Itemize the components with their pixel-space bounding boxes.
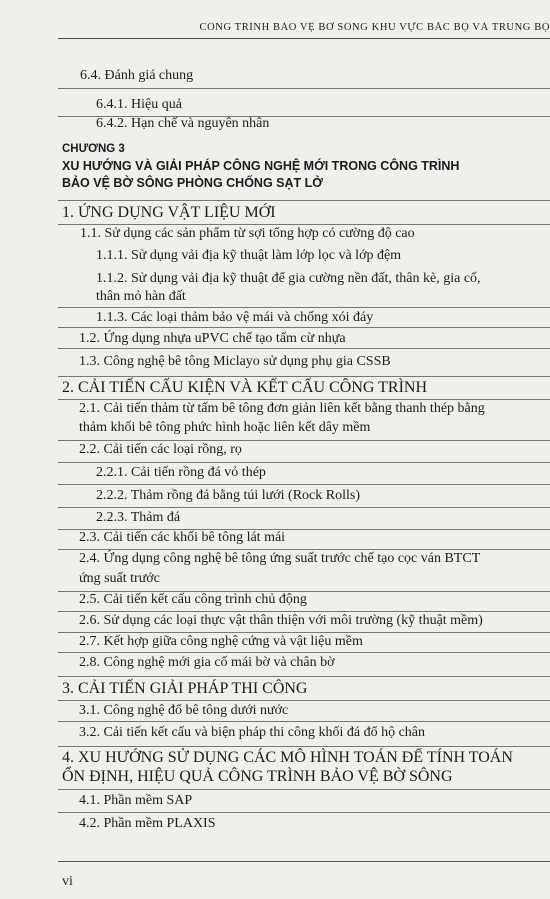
toc-entry: 2.7. Kết hợp giữa công nghệ cứng và vật liệu mềm xyxy=(79,634,363,649)
toc-entry: 3.2. Cải tiến kết cấu và biện pháp thi công khối đá đổ hộ chân xyxy=(79,725,426,740)
toc-entry-continued: ứng suất trước xyxy=(79,571,160,586)
toc-entry: 6.4. Đánh giá chung xyxy=(80,68,194,83)
toc-entry: 1.1.2. Sử dụng vải địa kỹ thuật để gia cường nền đất, thân kè, gia cố, xyxy=(96,271,481,286)
divider xyxy=(58,462,550,463)
divider xyxy=(58,507,550,508)
divider xyxy=(58,676,550,677)
divider xyxy=(58,721,550,722)
toc-entry: 6.4.2. Hạn chế và nguyên nhân xyxy=(96,116,270,131)
divider xyxy=(58,812,550,813)
toc-entry: 1.1.1. Sử dụng vải địa kỹ thuật làm lớp lọc và lớp đệm xyxy=(96,248,402,263)
chapter-title: BẢO VỆ BỜ SÔNG PHÒNG CHỐNG SẠT LỞ xyxy=(62,176,323,190)
toc-entry: 2.2.3. Thảm đá xyxy=(96,510,181,525)
divider xyxy=(58,200,550,201)
divider xyxy=(58,307,550,308)
divider xyxy=(58,484,550,485)
section-heading: 3. CẢI TIẾN GIẢI PHÁP THI CÔNG xyxy=(62,680,308,697)
chapter-title: XU HƯỚNG VÀ GIẢI PHÁP CÔNG NGHỆ MỚI TRONG CÔNG TRÌNH xyxy=(62,159,460,173)
header-rule xyxy=(58,38,550,39)
divider xyxy=(58,376,550,377)
toc-entry: 6.4.1. Hiệu quả xyxy=(96,97,182,112)
toc-entry: 2.4. Ứng dụng công nghệ bê tông ứng suất trước chế tạo cọc ván BTCT xyxy=(79,551,481,566)
toc-entry-continued: thân mỏ hàn đất xyxy=(96,289,186,304)
toc-entry: 2.6. Sử dụng các loại thực vật thân thiện với môi trường (kỹ thuật mềm) xyxy=(79,613,483,628)
section-heading: 4. XU HƯỚNG SỬ DỤNG CÁC MÔ HÌNH TOÁN ĐỂ TÍNH TOÁN xyxy=(62,749,513,766)
toc-entry: 2.3. Cải tiến các khối bê tông lát mái xyxy=(79,530,286,545)
section-heading: 1. ỨNG DỤNG VẬT LIỆU MỚI xyxy=(62,204,276,221)
chapter-number: CHƯƠNG 3 xyxy=(62,143,125,155)
toc-entry: 2.8. Công nghệ mới gia cố mái bờ và chân bờ xyxy=(79,655,335,670)
divider xyxy=(58,348,550,349)
divider xyxy=(58,746,550,747)
divider xyxy=(58,789,550,790)
toc-entry-continued: thảm khối bê tông phức hình hoặc liên kết dây mềm xyxy=(79,420,371,435)
toc-entry: 1.1.3. Các loại thảm bảo vệ mái và chống xói đáy xyxy=(96,310,374,325)
toc-entry: 1.1. Sử dụng các sản phẩm từ sợi tổng hợp có cường độ cao xyxy=(80,226,415,241)
section-heading-continued: ỔN ĐỊNH, HIỆU QUẢ CÔNG TRÌNH BẢO VỆ BỜ SÔNG xyxy=(62,768,453,785)
running-header: CÔNG TRÌNH BẢO VỆ BỜ SÔNG KHU VỰC BẮC BỘ VÀ TRUNG BỘ xyxy=(199,22,550,33)
toc-entry: 2.2.1. Cải tiến rồng đá vỏ thép xyxy=(96,465,266,480)
toc-entry: 2.5. Cải tiến kết cấu công trình chủ động xyxy=(79,592,307,607)
divider xyxy=(58,327,550,328)
toc-entry: 2.2. Cải tiến các loại rồng, rọ xyxy=(79,442,242,457)
toc-entry: 3.1. Công nghệ đổ bê tông dưới nước xyxy=(79,703,289,718)
toc-entry: 2.2.2. Thảm rồng đá bằng túi lưới (Rock Rolls) xyxy=(96,488,360,503)
divider xyxy=(58,88,550,89)
footer-rule xyxy=(58,861,550,862)
divider xyxy=(58,652,550,653)
toc-entry: 1.3. Công nghệ bê tông Miclayo sử dụng phụ gia CSSB xyxy=(79,354,391,369)
toc-entry: 2.1. Cải tiến thảm từ tấm bê tông đơn giản liên kết bằng thanh thép bằng xyxy=(79,401,485,416)
section-heading: 2. CẢI TIẾN CẤU KIỆN VÀ KẾT CẤU CÔNG TRÌNH xyxy=(62,379,428,396)
page-number: vi xyxy=(62,874,73,889)
divider xyxy=(58,700,550,701)
toc-entry: 4.2. Phần mềm PLAXIS xyxy=(79,816,216,831)
toc-entry: 4.1. Phần mềm SAP xyxy=(79,793,193,808)
toc-entry: 1.2. Ứng dụng nhựa uPVC chế tạo tấm cừ nhựa xyxy=(79,331,346,346)
